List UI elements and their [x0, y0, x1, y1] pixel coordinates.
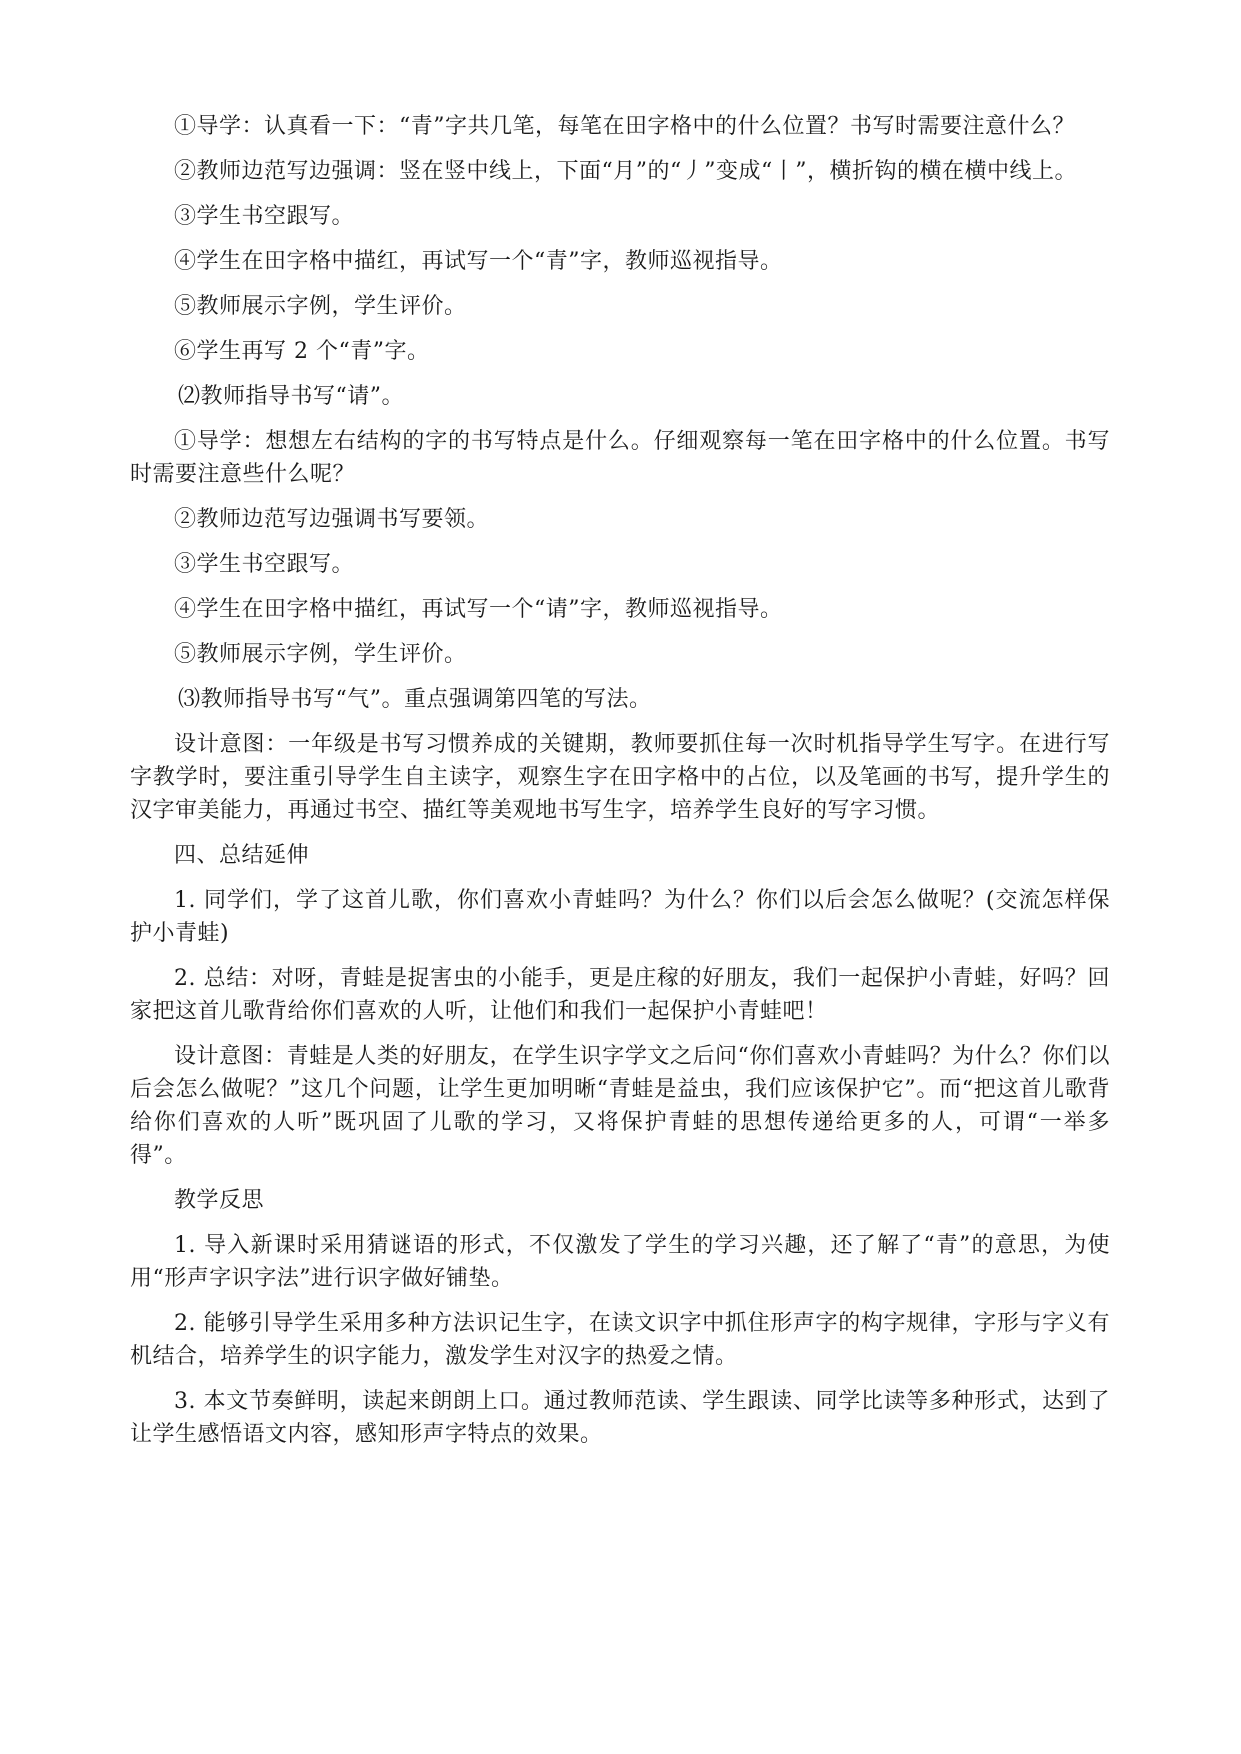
paragraph-qing2-air-writing: ③学生书空跟写。	[174, 552, 355, 577]
paragraph-qing2-tracing: ④学生在田字格中描红，再试写一个“请”字，教师巡视指导。	[174, 597, 783, 622]
paragraph-qing2-showcase: ⑤教师展示字例，学生评价。	[174, 642, 467, 667]
paragraph-qing2-guide: ①导学：想想左右结构的字的书写特点是什么。仔细观察每一笔在田字格中的什么位置。书写时需要注意些什么呢？	[130, 429, 1110, 487]
paragraph-summary-2: 2. 总结：对呀，青蛙是捉害虫的小能手，更是庄稼的好朋友，我们一起保护小青蛙，好吗？回家把这首儿歌背给你们喜欢的人听，让他们和我们一起保护小青蛙吧！	[130, 966, 1110, 1024]
paragraph-qing-tracing: ④学生在田字格中描红，再试写一个“青”字，教师巡视指导。	[174, 249, 783, 274]
paragraph-reflection-3: 3. 本文节奏鲜明，读起来朗朗上口。通过教师范读、学生跟读、同学比读等多种形式，达到了让学生感悟语文内容，感知形声字特点的效果。	[130, 1389, 1110, 1447]
paragraph-design-intent-summary: 设计意图：青蛙是人类的好朋友，在学生识字学文之后问“你们喜欢小青蛙吗？为什么？你们以后会怎么做呢？”这几个问题，让学生更加明晰“青蛙是益虫，我们应该保护它”。而“把这首儿歌背给你们喜欢的人听”既巩固了儿歌的学习，又将保护青蛙的思想传递给更多的人，可谓“一举多得”。	[130, 1044, 1110, 1168]
paragraph-summary-1: 1. 同学们，学了这首儿歌，你们喜欢小青蛙吗？为什么？你们以后会怎么做呢？(交流怎样保护小青蛙)	[130, 888, 1110, 946]
paragraph-qing-guide: ①导学：认真看一下：“青”字共几笔，每笔在田字格中的什么位置？书写时需要注意什么？	[174, 114, 1075, 139]
paragraph-design-intent-writing: 设计意图：一年级是书写习惯养成的关键期，教师要抓住每一次时机指导学生写字。在进行写字教学时，要注重引导学生自主读字，观察生字在田字格中的占位，以及笔画的书写，提升学生的汉字审美能力，再通过书空、描红等美观地书写生字，培养学生良好的写字习惯。	[130, 732, 1110, 823]
paragraph-qing2-demo: ②教师边范写边强调书写要领。	[174, 507, 490, 532]
paragraph-section-qi-heading: ⑶教师指导书写“气”。重点强调第四笔的写法。	[178, 687, 652, 712]
paragraph-qing-rewrite: ⑥学生再写 2 个“青”字。	[174, 339, 430, 364]
paragraph-reflection-1: 1. 导入新课时采用猜谜语的形式，不仅激发了学生的学习兴趣，还了解了“青”的意思，为使用“形声字识字法”进行识字做好铺垫。	[130, 1233, 1110, 1291]
paragraph-qing-air-writing: ③学生书空跟写。	[174, 204, 355, 229]
section-heading-summary: 四、总结延伸	[174, 843, 310, 868]
paragraph-section-qing2-heading: ⑵教师指导书写“请”。	[178, 384, 404, 409]
document-page	[130, 110, 1110, 1463]
paragraph-reflection-2: 2. 能够引导学生采用多种方法识记生字，在读文识字中抓住形声字的构字规律，字形与字义有机结合，培养学生的识字能力，激发学生对汉字的热爱之情。	[130, 1311, 1110, 1369]
section-heading-reflection: 教学反思	[174, 1188, 265, 1213]
paragraph-qing-showcase: ⑤教师展示字例，学生评价。	[174, 294, 467, 319]
paragraph-qing-demo: ②教师边范写边强调：竖在竖中线上，下面“月”的“丿”变成“丨”，横折钩的横在横中线上。	[174, 159, 1077, 184]
